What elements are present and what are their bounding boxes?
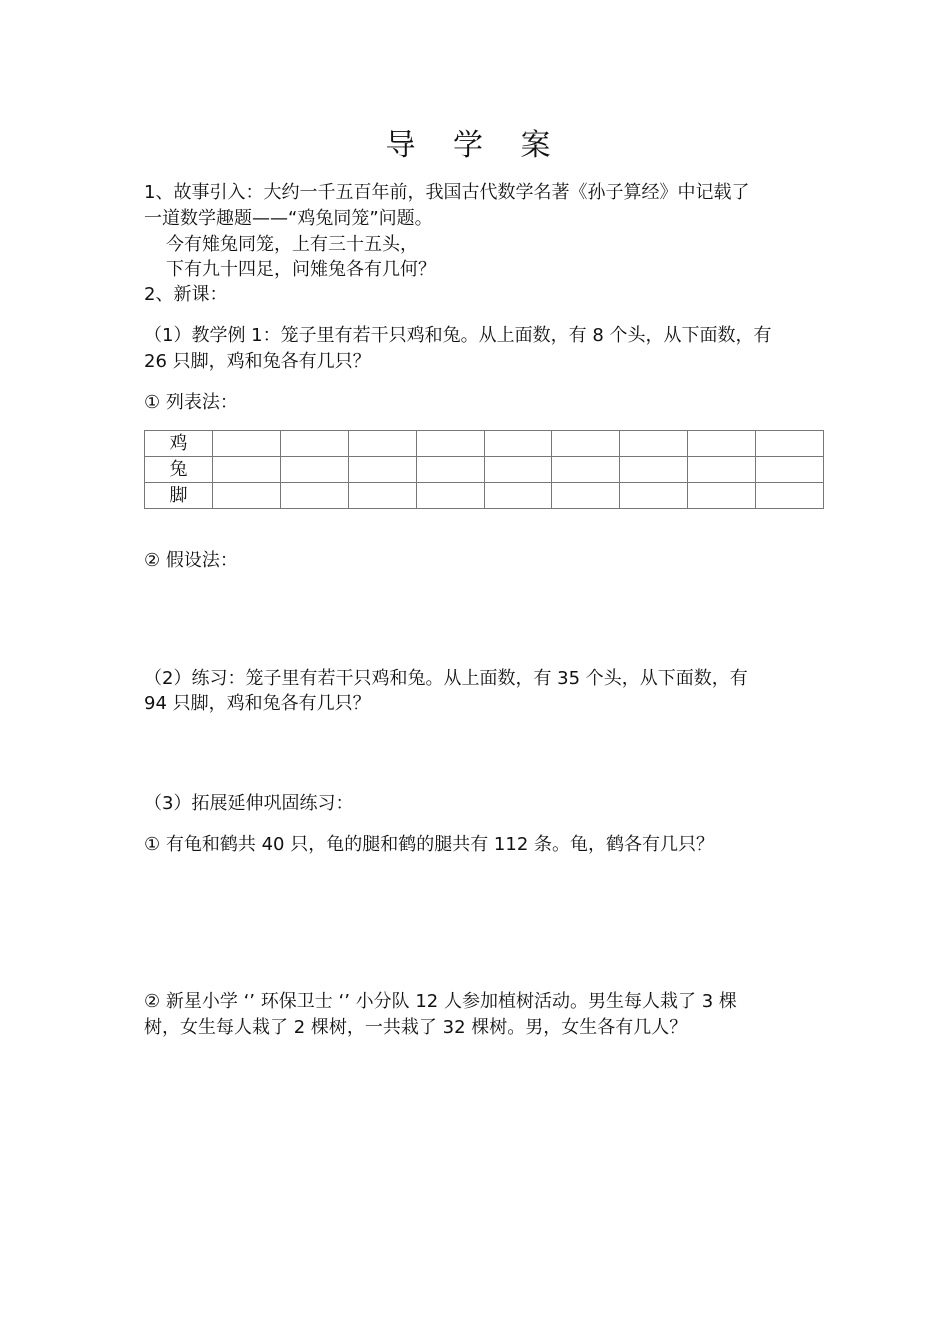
table-cell[interactable]: [688, 457, 756, 483]
row-label-rabbit: 兔: [145, 457, 213, 483]
question-2-line-1: ② 新星小学 ‘’ 环保卫士 ‘’ 小分队 12 人参加植树活动。男生每人栽了 3 棵: [144, 991, 737, 1012]
table-cell[interactable]: [688, 483, 756, 509]
table-cell[interactable]: [552, 457, 620, 483]
table-cell[interactable]: [280, 457, 348, 483]
table-cell[interactable]: [552, 483, 620, 509]
table-cell[interactable]: [688, 431, 756, 457]
table-cell[interactable]: [756, 431, 824, 457]
table-cell[interactable]: [348, 431, 416, 457]
example-1-line-2: 26 只脚，鸡和兔各有几只？: [144, 351, 371, 372]
table-cell[interactable]: [416, 483, 484, 509]
method-assumption-heading: ② 假设法：: [144, 550, 238, 571]
extension-heading: （3）拓展延伸巩固练习：: [144, 793, 354, 814]
table-row-chicken: [145, 431, 824, 457]
page-title: 导 学 案: [385, 128, 565, 163]
table-cell[interactable]: [484, 431, 552, 457]
table-cell[interactable]: [484, 457, 552, 483]
table-cell[interactable]: [484, 483, 552, 509]
poem-line-2: 下有九十四足，问雉兔各有几何？: [166, 259, 436, 280]
practice-line-2: 94 只脚，鸡和兔各有几只？: [144, 693, 371, 714]
table-cell[interactable]: [348, 483, 416, 509]
enumeration-table: [144, 430, 824, 509]
table-cell[interactable]: [552, 431, 620, 457]
story-intro-line-2: 一道数学趣题——“鸡兔同笼”问题。: [144, 208, 433, 229]
table-cell[interactable]: [416, 431, 484, 457]
new-lesson-heading: 2、新课：: [144, 284, 228, 305]
table-cell[interactable]: [756, 457, 824, 483]
practice-line-1: （2）练习：笼子里有若干只鸡和兔。从上面数，有 35 个头，从下面数，有: [144, 668, 748, 689]
table-cell[interactable]: [620, 483, 688, 509]
example-1-line-1: （1）教学例 1：笼子里有若干只鸡和兔。从上面数，有 8 个头，从下面数，有: [144, 325, 772, 346]
question-2-line-2: 树，女生每人栽了 2 棵树，一共栽了 32 棵树。男，女生各有几人？: [144, 1017, 688, 1038]
table-cell[interactable]: [213, 431, 281, 457]
table-cell[interactable]: [756, 483, 824, 509]
method-table-heading: ① 列表法：: [144, 392, 238, 413]
row-label-feet: 脚: [145, 483, 213, 509]
question-1: ① 有龟和鹤共 40 只，龟的腿和鹤的腿共有 112 条。龟，鹤各有几只？: [144, 834, 715, 855]
story-intro-line-1: 1、故事引入：大约一千五百年前，我国古代数学名著《孙子算经》中记载了: [144, 182, 750, 203]
poem-line-1: 今有雉兔同笼，上有三十五头，: [166, 234, 418, 255]
table-cell[interactable]: [416, 457, 484, 483]
row-label-chicken: 鸡: [145, 431, 213, 457]
table-cell[interactable]: [280, 483, 348, 509]
table-cell[interactable]: [280, 431, 348, 457]
table-row-rabbit: [145, 457, 824, 483]
table-cell[interactable]: [348, 457, 416, 483]
table-cell[interactable]: [620, 431, 688, 457]
table-row-feet: [145, 483, 824, 509]
table-cell[interactable]: [213, 483, 281, 509]
table-cell[interactable]: [620, 457, 688, 483]
table-cell[interactable]: [213, 457, 281, 483]
